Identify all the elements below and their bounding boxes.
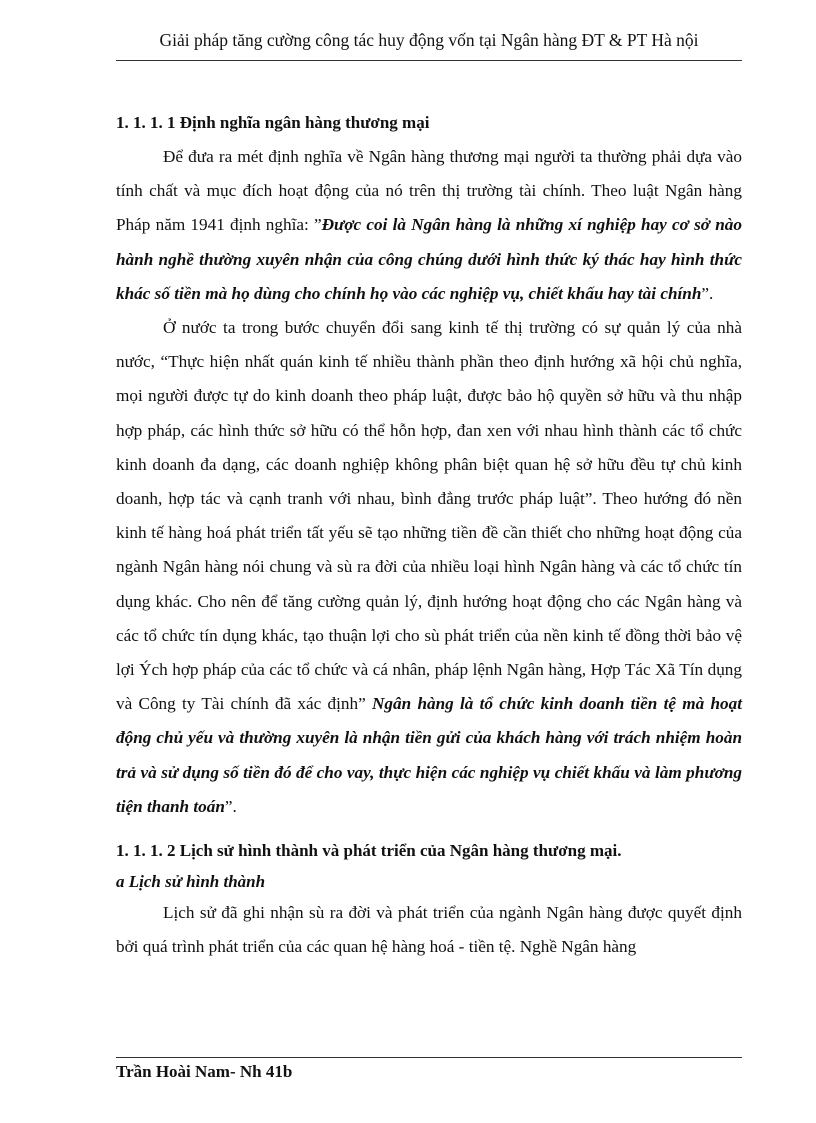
subheading-history-formation: a Lịch sử hình thành	[116, 872, 266, 892]
footer-divider	[116, 1057, 742, 1058]
page-body	[116, 106, 742, 964]
paragraph-text-end: ”.	[701, 283, 714, 303]
paragraph-text: Để đưa ra mét định nghĩa về Ngân hàng thương mại người ta thường phải dựa vào tính chất và mục đích hoạt động của nó trên thị trường tài chính. Theo luật Ngân hàng Pháp năm 1941 định nghĩa: ”	[116, 147, 742, 235]
footer-author: Trần Hoài Nam- Nh 41b	[116, 1062, 293, 1081]
emphasis-quote: Được coi là Ngân hàng là những xí nghiệp hay cơ sở nào hành nghề thường xuyên nhận của công chúng dưới hình thức ký thác hay hình thức khác số tiền mà họ dùng cho chính họ vào các nghiệp vụ, chiết khấu hay tài chính	[116, 215, 742, 303]
section-heading-definition: 1. 1. 1. 1 Định nghĩa ngân hàng thương mại	[116, 113, 430, 132]
paragraph-text-end: ”.	[224, 796, 237, 816]
paragraph-definition-vietnam	[116, 311, 742, 824]
paragraph-text: Ở nước ta trong bước chuyển đổi sang kinh tế thị trường có sự quản lý của nhà nước, “Thực hiện nhất quán kinh tế nhiều thành phần theo định hướng xã hội chủ nghĩa, mọi người được tự do kinh doanh theo pháp luật, được bảo hộ quyền sở hữu và thu nhập hợp pháp, các hình thức sở hữu có thể hỗn hợp, đan xen với nhau hình thành các tổ chức kinh doanh đa dạng, các doanh nghiệp không phân biệt quan hệ sở hữu đều tự chủ kinh doanh, hợp tác và cạnh tranh với nhau, bình đẳng trước pháp luật”. Theo hướng đó nền kinh tế hàng hoá phát triển tất yếu sẽ tạo những tiền đề cần thiết cho những hoạt động của ngành Ngân hàng nói chung và sù ra đời của nhiều loại hình Ngân hàng và các tổ chức tín dụng khác. Cho nên để tăng cường quản lý, định hướng hoạt động cho các Ngân hàng và các tổ chức tín dụng khác, tạo thuận lợi cho sù phát triển của nền kinh tế đồng thời bảo vệ lợi Ých hợp pháp của các tổ chức và cá nhân, pháp lệnh Ngân hàng, Hợp Tác Xã Tín dụng và Công ty Tài chính đã xác định”	[116, 318, 742, 714]
paragraph-definition-france	[116, 140, 742, 311]
paragraph-history: Lịch sử đã ghi nhận sù ra đời và phát triển của ngành Ngân hàng được quyết định bởi quá trình phát triển của các quan hệ hàng hoá - tiền tệ. Nghề Ngân hàng	[116, 903, 742, 957]
emphasis-quote: Ngân hàng là tổ chức kinh doanh tiền tệ mà hoạt động chủ yếu và thường xuyên là nhận tiền gửi của khách hàng với trách nhiệm hoàn trả và sử dụng số tiền đó để cho vay, thực hiện các nghiệp vụ chiết khấu và làm phương tiện thanh toán	[116, 694, 743, 816]
section-heading-history: 1. 1. 1. 2 Lịch sử hình thành và phát triển của Ngân hàng thương mại.	[116, 841, 622, 861]
page-header-title: Giải pháp tăng cường công tác huy động vốn tại Ngân hàng ĐT & PT Hà nội	[159, 30, 699, 50]
header-divider	[116, 60, 742, 61]
